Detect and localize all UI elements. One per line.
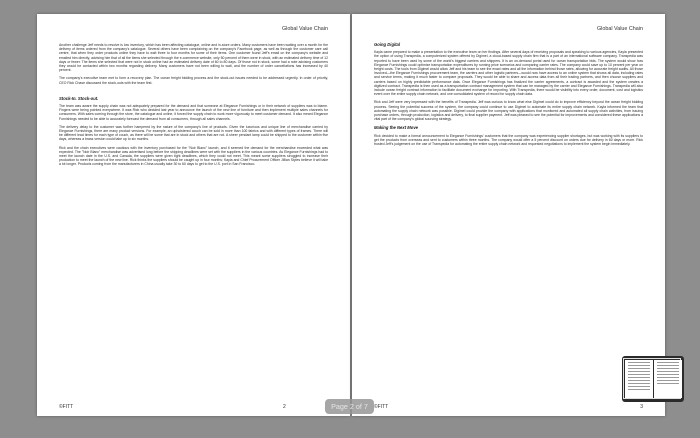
thumbnail-text-line [628, 383, 650, 384]
page-indicator: Page 2 of 7 [325, 399, 374, 414]
thumbnail-text-line [657, 365, 679, 366]
thumbnail-text-line [657, 380, 679, 381]
page-body [374, 43, 643, 150]
thumbnail-page-2[interactable] [625, 360, 653, 398]
footer-copyright: ©FITT [374, 404, 389, 410]
thumbnail-text-line [657, 368, 679, 369]
page-body [59, 43, 328, 171]
body-paragraph: Another challenge Jeff needs to resolve is low inventory, which has been affecting catalogue, online and in-store orders. Many customers have been waiting over a month for the delivery of items ordered from the company's catalogue. Several others have been complaining on the company's Facebook page, as well as through the customer care call centre, that when they order products online they have to wait three to four months for some of their items. One customer found Jeff's email on the company's website and emailed him directly, advising him that of all the items she selected through the e-commerce website, only 50 percent of them were in stock, with an estimated delivery time of 12 days or fewer. The items she selected that were not in stock online had an estimated delivery date of 60 to 80 days. Of those not in stock, some had a note advising customers they would be contacted within two months regarding delivery. Many customers have not been willing to wait, and the number of order cancellations has increased by 40 percent. [59, 43, 328, 73]
page-number: 2 [283, 404, 286, 410]
thumbnail-text-line [628, 386, 650, 387]
thumbnail-text-line [628, 389, 650, 390]
page-number: 3 [640, 404, 643, 410]
thumbnail-text-line [657, 377, 679, 378]
thumbnail-text-line [657, 362, 679, 363]
thumbnail-text-line [628, 374, 650, 375]
section-heading: Going Digital [374, 42, 401, 47]
thumbnail-text-line [628, 371, 650, 372]
body-paragraph: Rick and Jeff were very impressed with the benefits of Transpedia. Jeff was curious to know what else Digimel could do to improve efficiency beyond the ocean freight bidding process. Seeing the potential success of the system, the company could continue to use Digimel to automate its entire supply chain network. Kayla informed the team that automating the supply chain network was possible. Digimel could provide the company with applications that monitored and automated all supply chain activities, from issuing purchase orders, through production, logistics and delivery, to final supplier payment. Jeff was pleased to see the potential for improvements and considered these applications a vital part of the company's global sourcing strategy. [374, 100, 643, 122]
thumbnail-text-line [657, 371, 679, 372]
body-paragraph: Kayla came prepared to make a presentation to the executive team on her findings. After several days of receiving proposals and speaking to various agencies, Kayla presented the option of using Transpedia, a computerized system offered by Digimel, a cloud-based supply chain firm that is a part of an international software company. Transpedia was reported to have been used by some of the world's biggest carriers and shippers. It is an on-demand portal used for ocean transportation bids. The system would show how Elegance Furnishings could optimize transportation expenditures by running price scenarios and comparing carrier rates. The company could save up to 10 percent per year on freight costs. The tools from Digimel would allow Jeff and his team to see the exact rates and all the information behind those rates, allowing for accurate freight audits. All those involved—the Elegance Furnishings procurement team, the carriers and other logistic partners—would now have access to an online system that shows all data, including rates and service terms, making it much faster to compare proposals. They would be able to share and access data from all their trading partners, and then choose suppliers and carriers based on highly predictable performance data. Once Elegance Furnishings has finalized the carrier agreements, a contract is awarded and the system creates a digitized contract. Transpedia is then used as a transportation contract management system that can be managed by the carrier and Elegance Furnishings. Transpedia will also include ocean freight contract information to facilitate document exchange for importing. With Transpedia, there would be visibility into every order, document, cost and logistics event over the entire supply chain network, and one consolidated system of record for supply chain data. [374, 50, 643, 97]
body-paragraph: Rick and the chain executives were cautious with the inventory purchased for the "Noir Blanc" launch, and it seemed the demand for the merchandise exceeded what was expected. The "Noir Blanc" merchandise was advertised long before the shipping deadlines were set with the suppliers in the various countries. As Elegance Furnishings had to meet the launch date in the U.S. and Canada, the suppliers were given tight deadlines, which they could not meet. This meant some suppliers struggled to increase their production to meet the launch of the new line. Rick thinks the suppliers should be caught up in four months; Kayla and Chief Procurement Officer Jillian Styles believe it will take a lot longer. Products coming from the manufacturers in China usually take 30 to 60 days to get to the U.S. port in San Francisco. [59, 145, 328, 167]
section-heading: Stock-In. Stock-out. [59, 95, 99, 101]
body-paragraph: Rick decided to make a formal announcement to Elegance Furnishings' customers that the company was experiencing supplier shortages, but was working with its suppliers to get the products from overseas and sent to customers within three months. The company would offer a 5 percent discount on orders due for delivery in 60 days or more. Rick trusted Jeff's judgement on the use of Transpedia for automating the entire supply chain network and requested negotiations to implement the system begin immediately. [374, 133, 643, 147]
body-paragraph: The team was aware the supply chain was not adequately prepared for the demand and that someone at Elegance Furnishings or in their network of suppliers was to blame. Fingers were being pointed everywhere. It was Rick who decided last year to announce the launch of the new line of furniture and then implement multiple sales channels for consumers. With sales coming through the store, the catalogue and online, it forced the supply chain to work more vigorously to meet customer demand. It also meant Elegance Furnishings needed to be able to accurately forecast the demand from all consumers, through all sales channels. [59, 104, 328, 121]
thumbnail-text-line [628, 377, 650, 378]
footer-copyright: ©FITT [59, 404, 74, 410]
section-heading: Making the Next Move [374, 125, 418, 131]
document-page-2 [37, 14, 350, 416]
thumbnail-text-line [657, 383, 679, 384]
thumbnail-text-line [628, 365, 650, 366]
thumbnail-text-line [628, 368, 650, 369]
thumbnail-text-line [657, 374, 679, 375]
thumbnail-text-line [628, 362, 650, 363]
running-head: Global Value Chain [596, 26, 643, 32]
body-paragraph: The company's executive team met to form a recovery plan. The ocean freight bidding process and the stock-out issues needed to be addressed urgently. In order of priority, CEO Rick Chase discussed the stock-outs with the team first. [59, 76, 328, 85]
document-page-3 [352, 14, 665, 416]
thumbnail-text-line [628, 380, 650, 381]
running-head: Global Value Chain [281, 26, 328, 32]
thumbnail-page-3[interactable] [654, 360, 682, 398]
page-thumbnail-navigator[interactable] [622, 356, 684, 402]
body-paragraph: The delivery delay to the customer was further hampered by the nature of the company's line of products. Given the luxurious and unique line of merchandise carried by Elegance Furnishings, there are many product versions. For example, an upholstered couch can be sold in more than 100 fabrics and with different types of frames. There will be different lead times for each type of couch, as there will be some that are in stock and others that are not. A sheer pendant lamp could be shipped to the customer within five days, whereas a brass version could take up to six months. [59, 124, 328, 142]
